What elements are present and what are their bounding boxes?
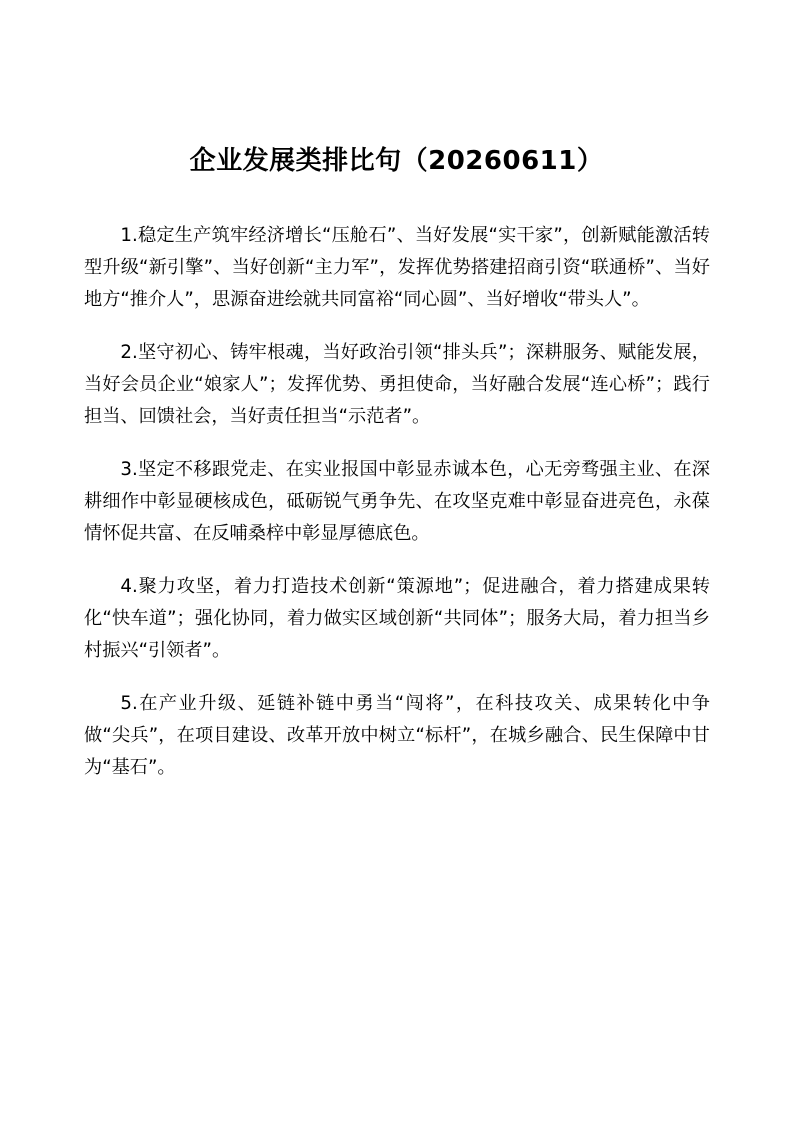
document-body bbox=[84, 220, 710, 805]
paragraph-4: 4.聚力攻坚，着力打造技术创新“策源地”；促进融合，着力搭建成果转化“快车道”；强化协同，着力做实区域创新“共同体”；服务大局，着力担当乡村振兴“引领者”。 bbox=[84, 576, 710, 661]
paragraph-5: 5.在产业升级、延链补链中勇当“闯将”，在科技攻关、成果转化中争做“尖兵”，在项目建设、改革开放中树立“标杆”，在城乡融合、民生保障中甘为“基石”。 bbox=[84, 693, 710, 778]
paragraph-2: 2.坚守初心、铸牢根魂，当好政治引领“排头兵”；深耕服务、赋能发展，当好会员企业“娘家人”；发挥优势、勇担使命，当好融合发展“连心桥”；践行担当、回馈社会，当好责任担当“示范者”。 bbox=[84, 342, 710, 427]
paragraph-3: 3.坚定不移跟党走、在实业报国中彰显赤诚本色，心无旁骛强主业、在深耕细作中彰显硬核成色，砥砺锐气勇争先、在攻坚克难中彰显奋进亮色，永葆情怀促共富、在反哺桑梓中彰显厚德底色。 bbox=[84, 459, 710, 544]
document-title: 企业发展类排比句（20260611） bbox=[189, 146, 604, 176]
paragraph-1: 1.稳定生产筑牢经济增长“压舱石”、当好发展“实干家”，创新赋能激活转型升级“新引擎”、当好创新“主力军”，发挥优势搭建招商引资“联通桥”、当好地方“推介人”，思源奋进绘就共同富裕“同心圆”、当好增收“带头人”。 bbox=[84, 225, 710, 310]
